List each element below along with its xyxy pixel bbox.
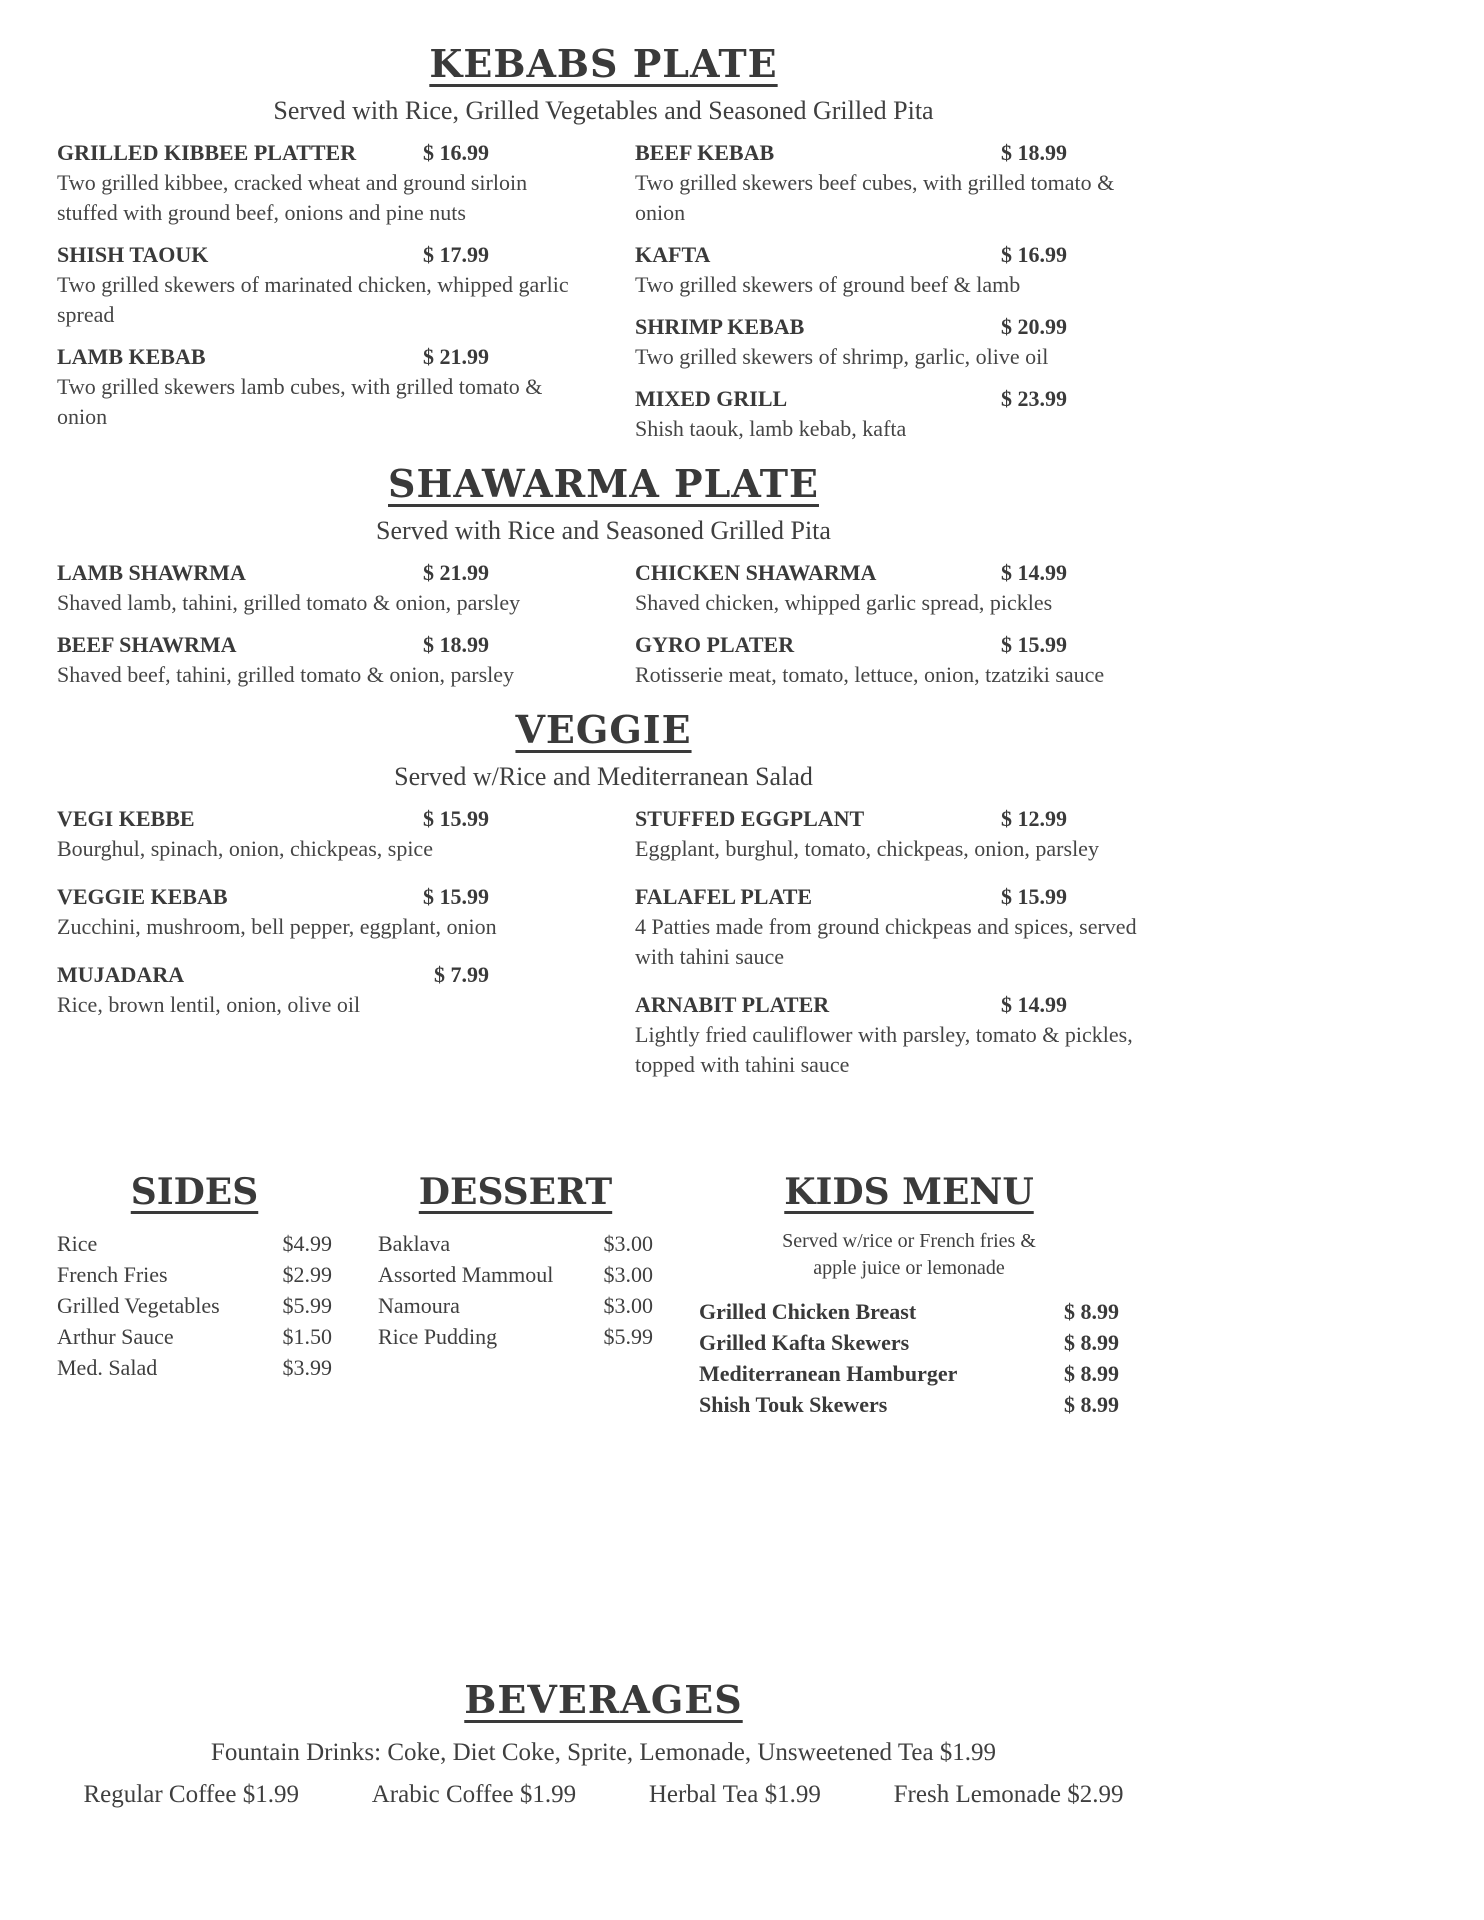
section-title: DESSERT (418, 1171, 613, 1213)
item-price: $ 14.99 (1001, 560, 1067, 585)
item-name: Mediterranean Hamburger (699, 1361, 958, 1386)
item-header (57, 804, 489, 834)
item-price: $ 15.99 (1001, 884, 1067, 909)
item-header (635, 312, 1067, 342)
item-name: Rice (57, 1231, 98, 1256)
item-header (57, 342, 489, 372)
item-header (635, 990, 1067, 1020)
item-name: Namoura (378, 1293, 460, 1318)
item-name: SHRIMP KEBAB (635, 314, 805, 339)
item-name: FALAFEL PLATE (635, 884, 813, 909)
item-header (57, 558, 489, 588)
item-price: $ 8.99 (1064, 1330, 1119, 1355)
item-price: $ 21.99 (423, 560, 489, 585)
item-description: Rotisserie meat, tomato, lettuce, onion, tzatziki sauce (635, 662, 1105, 687)
item-name: CHICKEN SHAWARMA (635, 560, 877, 585)
item-name: Rice Pudding (378, 1324, 498, 1349)
item-price: $ 14.99 (1001, 992, 1067, 1017)
item-header (635, 630, 1067, 660)
kids-item (699, 1327, 1119, 1358)
menu-item (57, 960, 572, 1020)
item-price: $ 8.99 (1064, 1392, 1119, 1417)
section-subtitle: Served with Rice, Grilled Vegetables and Seasoned Grilled Pita (273, 96, 934, 125)
item-name: VEGI KEBBE (57, 806, 195, 831)
item-header (57, 138, 489, 168)
item-description: Shish taouk, lamb kebab, kafta (635, 416, 907, 441)
item-price: $5.99 (282, 1293, 332, 1318)
item-name: Shish Touk Skewers (699, 1392, 888, 1417)
item-description: Two grilled skewers of ground beef & lamb (635, 272, 1021, 297)
menu-item (57, 804, 572, 864)
item-price: $ 23.99 (1001, 386, 1067, 411)
item-description: Shaved lamb, tahini, grilled tomato & onion, parsley (57, 590, 521, 615)
menu-item (57, 630, 572, 690)
item-price: $3.00 (603, 1293, 653, 1318)
item-description: Rice, brown lentil, onion, olive oil (57, 992, 361, 1017)
side-item (57, 1352, 332, 1383)
item-price: $ 15.99 (423, 806, 489, 831)
section-dessert (378, 1170, 653, 1420)
item-name: STUFFED EGGPLANT (635, 806, 865, 831)
section-columns (57, 138, 1150, 456)
item-name: BEEF KEBAB (635, 140, 775, 165)
section-sides (57, 1170, 332, 1420)
left-column (57, 804, 572, 1098)
kids-menu-subtitle (699, 1228, 1119, 1282)
item-description: Two grilled kibbee, cracked wheat and ground sirloin stuffed with ground beef, onions and pine nuts (57, 170, 528, 225)
item-price: $ 15.99 (1001, 632, 1067, 657)
menu-item (57, 240, 572, 330)
section-shawarma-plate (57, 462, 1150, 702)
side-item (57, 1228, 332, 1259)
beverage-item: Herbal Tea $1.99 (648, 1781, 821, 1808)
item-description: Shaved beef, tahini, grilled tomato & onion, parsley (57, 662, 515, 687)
item-name: BEEF SHAWRMA (57, 632, 237, 657)
item-price: $3.00 (603, 1231, 653, 1256)
section-kids-menu (699, 1170, 1119, 1420)
side-item (57, 1259, 332, 1290)
menu-item (635, 630, 1150, 690)
item-name: Med. Salad (57, 1355, 158, 1380)
item-description: Two grilled skewers beef cubes, with grilled tomato & onion (635, 170, 1115, 225)
item-name: Arthur Sauce (57, 1324, 174, 1349)
item-header (635, 240, 1067, 270)
menu-item (635, 384, 1150, 444)
fountain-drinks-line: Fountain Drinks: Coke, Diet Coke, Sprite, Lemonade, Unsweetened Tea $1.99 (210, 1739, 997, 1766)
item-header (57, 240, 489, 270)
menu-item (635, 990, 1150, 1080)
item-header (635, 558, 1067, 588)
item-name: LAMB SHAWRMA (57, 560, 246, 585)
beverage-item: Regular Coffee $1.99 (83, 1781, 299, 1808)
item-description: Bourghul, spinach, onion, chickpeas, spice (57, 836, 433, 861)
menu-item (57, 138, 572, 228)
item-header (635, 804, 1067, 834)
item-price: $ 21.99 (423, 344, 489, 369)
item-description: Shaved chicken, whipped garlic spread, pickles (635, 590, 1053, 615)
item-price: $4.99 (282, 1231, 332, 1256)
hot-drinks-line (84, 1778, 1124, 1812)
menu-content (57, 42, 1150, 1098)
item-header (57, 630, 489, 660)
section-veggie (57, 708, 1150, 1098)
section-subtitle: Served w/Rice and Mediterranean Salad (394, 762, 813, 791)
item-name: MUJADARA (57, 962, 185, 987)
dessert-item (378, 1228, 653, 1259)
item-price: $5.99 (603, 1324, 653, 1349)
item-name: Assorted Mammoul (378, 1262, 554, 1287)
item-price: $ 20.99 (1001, 314, 1067, 339)
item-price: $ 17.99 (423, 242, 489, 267)
section-columns (57, 558, 1150, 702)
item-name: GYRO PLATER (635, 632, 795, 657)
item-name: VEGGIE KEBAB (57, 884, 228, 909)
bottom-row (57, 1170, 1119, 1420)
section-title: SIDES (130, 1171, 259, 1213)
item-description: Eggplant, burghul, tomato, chickpeas, onion, parsley (635, 836, 1099, 861)
item-description: Zucchini, mushroom, bell pepper, eggplant, onion (57, 914, 497, 939)
menu-item (57, 882, 572, 942)
item-price: $ 18.99 (423, 632, 489, 657)
side-item (57, 1290, 332, 1321)
item-price: $1.50 (282, 1324, 332, 1349)
side-item (57, 1321, 332, 1352)
menu-item (57, 558, 572, 618)
left-column (57, 558, 572, 702)
kids-item (699, 1389, 1119, 1420)
item-description: Lightly fried cauliflower with parsley, tomato & pickles, topped with tahini sauce (635, 1022, 1133, 1077)
section-columns (57, 804, 1150, 1098)
item-price: $ 8.99 (1064, 1299, 1119, 1324)
item-price: $ 16.99 (423, 140, 489, 165)
section-title: KEBABS PLATE (429, 41, 778, 86)
dessert-item (378, 1321, 653, 1352)
item-price: $3.99 (282, 1355, 332, 1380)
item-name: Grilled Kafta Skewers (699, 1330, 910, 1355)
right-column (635, 138, 1150, 456)
item-description: Two grilled skewers lamb cubes, with grilled tomato & onion (57, 374, 543, 429)
item-header (57, 960, 489, 990)
right-column (635, 804, 1150, 1098)
menu-item (635, 882, 1150, 972)
section-title: VEGGIE (515, 707, 692, 752)
item-name: Grilled Chicken Breast (699, 1299, 917, 1324)
beverage-item: Fresh Lemonade $2.99 (893, 1781, 1124, 1808)
section-subtitle: Served with Rice and Seasoned Grilled Pita (376, 516, 831, 545)
item-price: $ 16.99 (1001, 242, 1067, 267)
menu-item (635, 312, 1150, 372)
beverage-item: Arabic Coffee $1.99 (371, 1781, 577, 1808)
section-title: KIDS MENU (784, 1171, 1034, 1213)
item-description: Two grilled skewers of marinated chicken, whipped garlic spread (57, 272, 569, 327)
item-price: $ 12.99 (1001, 806, 1067, 831)
item-price: $3.00 (603, 1262, 653, 1287)
kids-item (699, 1296, 1119, 1327)
item-header (635, 384, 1067, 414)
item-name: Grilled Vegetables (57, 1293, 220, 1318)
item-price: $ 7.99 (434, 962, 489, 987)
menu-item (635, 558, 1150, 618)
item-price: $ 18.99 (1001, 140, 1067, 165)
item-description: Two grilled skewers of shrimp, garlic, olive oil (635, 344, 1049, 369)
item-name: ARNABIT PLATER (635, 992, 830, 1017)
item-name: Baklava (378, 1231, 451, 1256)
kids-item (699, 1358, 1119, 1389)
item-name: LAMB KEBAB (57, 344, 206, 369)
section-kebabs-plate (57, 42, 1150, 456)
item-header (57, 882, 489, 912)
item-header (635, 882, 1067, 912)
kids-subtitle-line: apple juice or lemonade (813, 1257, 1005, 1279)
right-column (635, 558, 1150, 702)
section-beverages (57, 1678, 1150, 1812)
dessert-item (378, 1290, 653, 1321)
item-description: 4 Patties made from ground chickpeas and spices, served with tahini sauce (635, 914, 1137, 969)
menu-item (635, 804, 1150, 864)
left-column (57, 138, 572, 456)
menu-item (635, 138, 1150, 228)
item-price: $ 15.99 (423, 884, 489, 909)
item-name: GRILLED KIBBEE PLATTER (57, 140, 357, 165)
item-name: KAFTA (635, 242, 711, 267)
menu-item (635, 240, 1150, 300)
item-name: SHISH TAOUK (57, 242, 209, 267)
section-title: SHAWARMA PLATE (388, 461, 819, 506)
item-name: French Fries (57, 1262, 168, 1287)
item-price: $2.99 (282, 1262, 332, 1287)
menu-item (57, 342, 572, 432)
kids-subtitle-line: Served w/rice or French fries & (782, 1230, 1036, 1252)
section-title: BEVERAGES (464, 1677, 743, 1722)
item-name: MIXED GRILL (635, 386, 788, 411)
item-header (635, 138, 1067, 168)
item-price: $ 8.99 (1064, 1361, 1119, 1386)
dessert-item (378, 1259, 653, 1290)
